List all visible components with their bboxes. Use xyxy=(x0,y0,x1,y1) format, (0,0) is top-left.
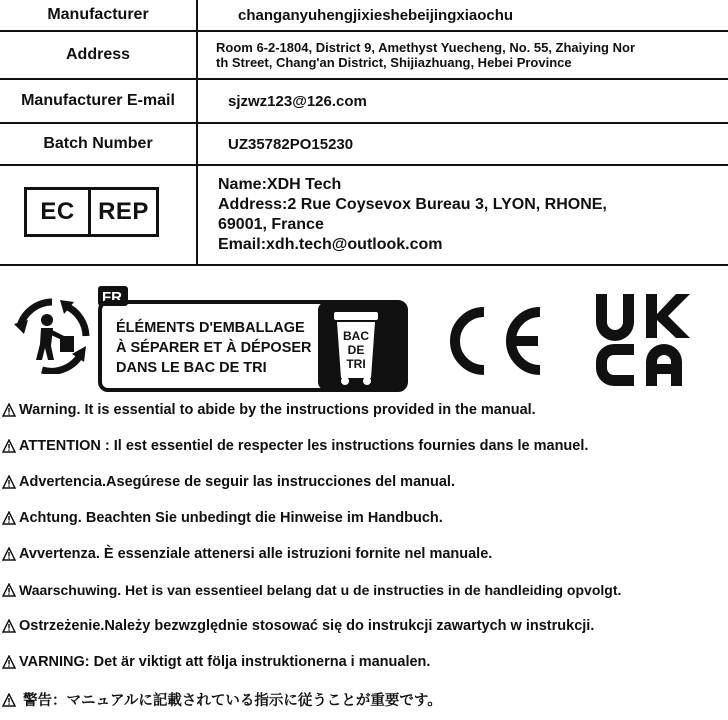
warning-line-de xyxy=(2,510,443,526)
info-tri-panel xyxy=(96,282,408,394)
ec-rep-badge xyxy=(24,187,159,237)
ec-rep-email: Email:xdh.tech@outlook.com xyxy=(218,236,443,253)
row-divider xyxy=(0,264,728,266)
warning-triangle-icon xyxy=(2,439,16,453)
manufacturer-label: Manufacturer xyxy=(47,6,149,23)
warning-text: Warning. It is essential to abide by the instructions provided in the manual. xyxy=(19,402,536,418)
warning-text: Ostrzeżenie.Należy bezwzględnie stosować się do instrukcji zawartych w instrukcji. xyxy=(19,618,595,634)
ukca-mark-icon xyxy=(592,290,692,390)
warning-triangle-icon xyxy=(2,655,16,669)
warning-text: Avvertenza. È essenziale attenersi alle istruzioni fornite nel manuale. xyxy=(19,546,493,562)
warning-triangle-icon xyxy=(2,693,16,707)
ec-rep-address-line-1: Address:2 Rue Coysevox Bureau 3, LYON, RHONE, xyxy=(218,196,607,213)
bin-label-2: DE xyxy=(347,343,365,357)
warning-line-ja xyxy=(2,689,442,710)
info-tri-line-3: DANS LE BAC DE TRI xyxy=(116,360,267,376)
batch-number-value: UZ35782PO15230 xyxy=(228,135,354,153)
warning-text: Achtung. Beachten Sie unbedingt die Hinweise im Handbuch. xyxy=(19,510,443,526)
info-tri-line-1: ÉLÉMENTS D'EMBALLAGE xyxy=(116,320,305,336)
warning-text: 警告：マニュアルに記載されている指示に従うことが重要です。 xyxy=(23,693,442,709)
manufacturer-value: changanyuhengjixieshebeijingxiaochu xyxy=(238,6,514,24)
compliance-symbols xyxy=(0,282,728,398)
warning-text: ATTENTION : Il est essentiel de respecter les instructions fournies dans le manuel. xyxy=(19,438,589,454)
warning-text: Advertencia.Asegúrese de seguir las instrucciones del manual. xyxy=(19,474,455,490)
ec-rep-details xyxy=(198,166,728,264)
warning-triangle-icon xyxy=(2,619,16,633)
address-line-1: Room 6-2-1804, District 9, Amethyst Yuecheng, No. 55, Zhaiying Nor xyxy=(216,40,636,55)
warning-triangle-icon xyxy=(2,583,16,597)
warning-text: Waarschuwing. Het is van essentieel belang dat u de instructies in de handleiding opvolgt. xyxy=(19,582,622,598)
warning-line-fr xyxy=(2,438,588,454)
bin-label-1: BAC xyxy=(343,329,369,343)
warning-line-sv xyxy=(2,654,430,670)
warning-text: VARNING: Det är viktigt att följa instruktionerna i manualen. xyxy=(19,654,431,670)
warning-line-en xyxy=(2,402,536,418)
email-value: sjzwz123@126.com xyxy=(228,92,367,110)
address-value xyxy=(198,32,728,78)
warning-triangle-icon xyxy=(2,475,16,489)
warning-line-pl xyxy=(2,618,594,634)
ce-mark-icon xyxy=(444,306,548,376)
bin-label-3: TRI xyxy=(346,357,366,371)
address-line-2: th Street, Chang'an District, Shijiazhuang, Hebei Province xyxy=(216,55,572,70)
manufacturer-info-table xyxy=(0,0,728,266)
warning-line-nl xyxy=(2,582,621,598)
info-tri-country: FR xyxy=(102,289,122,306)
warning-line-it xyxy=(2,546,492,562)
ec-rep-badge-rep: REP xyxy=(98,198,149,225)
warning-line-es xyxy=(2,474,455,490)
warning-triangle-icon xyxy=(2,511,16,525)
batch-number-label: Batch Number xyxy=(43,135,153,152)
address-label: Address xyxy=(65,46,131,63)
warning-triangle-icon xyxy=(2,403,16,417)
ec-rep-address-line-2: 69001, France xyxy=(218,216,324,233)
email-label: Manufacturer E-mail xyxy=(21,92,175,109)
info-tri-line-2: À SÉPARER ET À DÉPOSER xyxy=(116,340,312,356)
triman-icon xyxy=(14,298,90,374)
warning-triangle-icon xyxy=(2,547,16,561)
ec-rep-name: Name:XDH Tech xyxy=(218,176,342,193)
ec-rep-badge-ec: EC xyxy=(27,190,91,234)
